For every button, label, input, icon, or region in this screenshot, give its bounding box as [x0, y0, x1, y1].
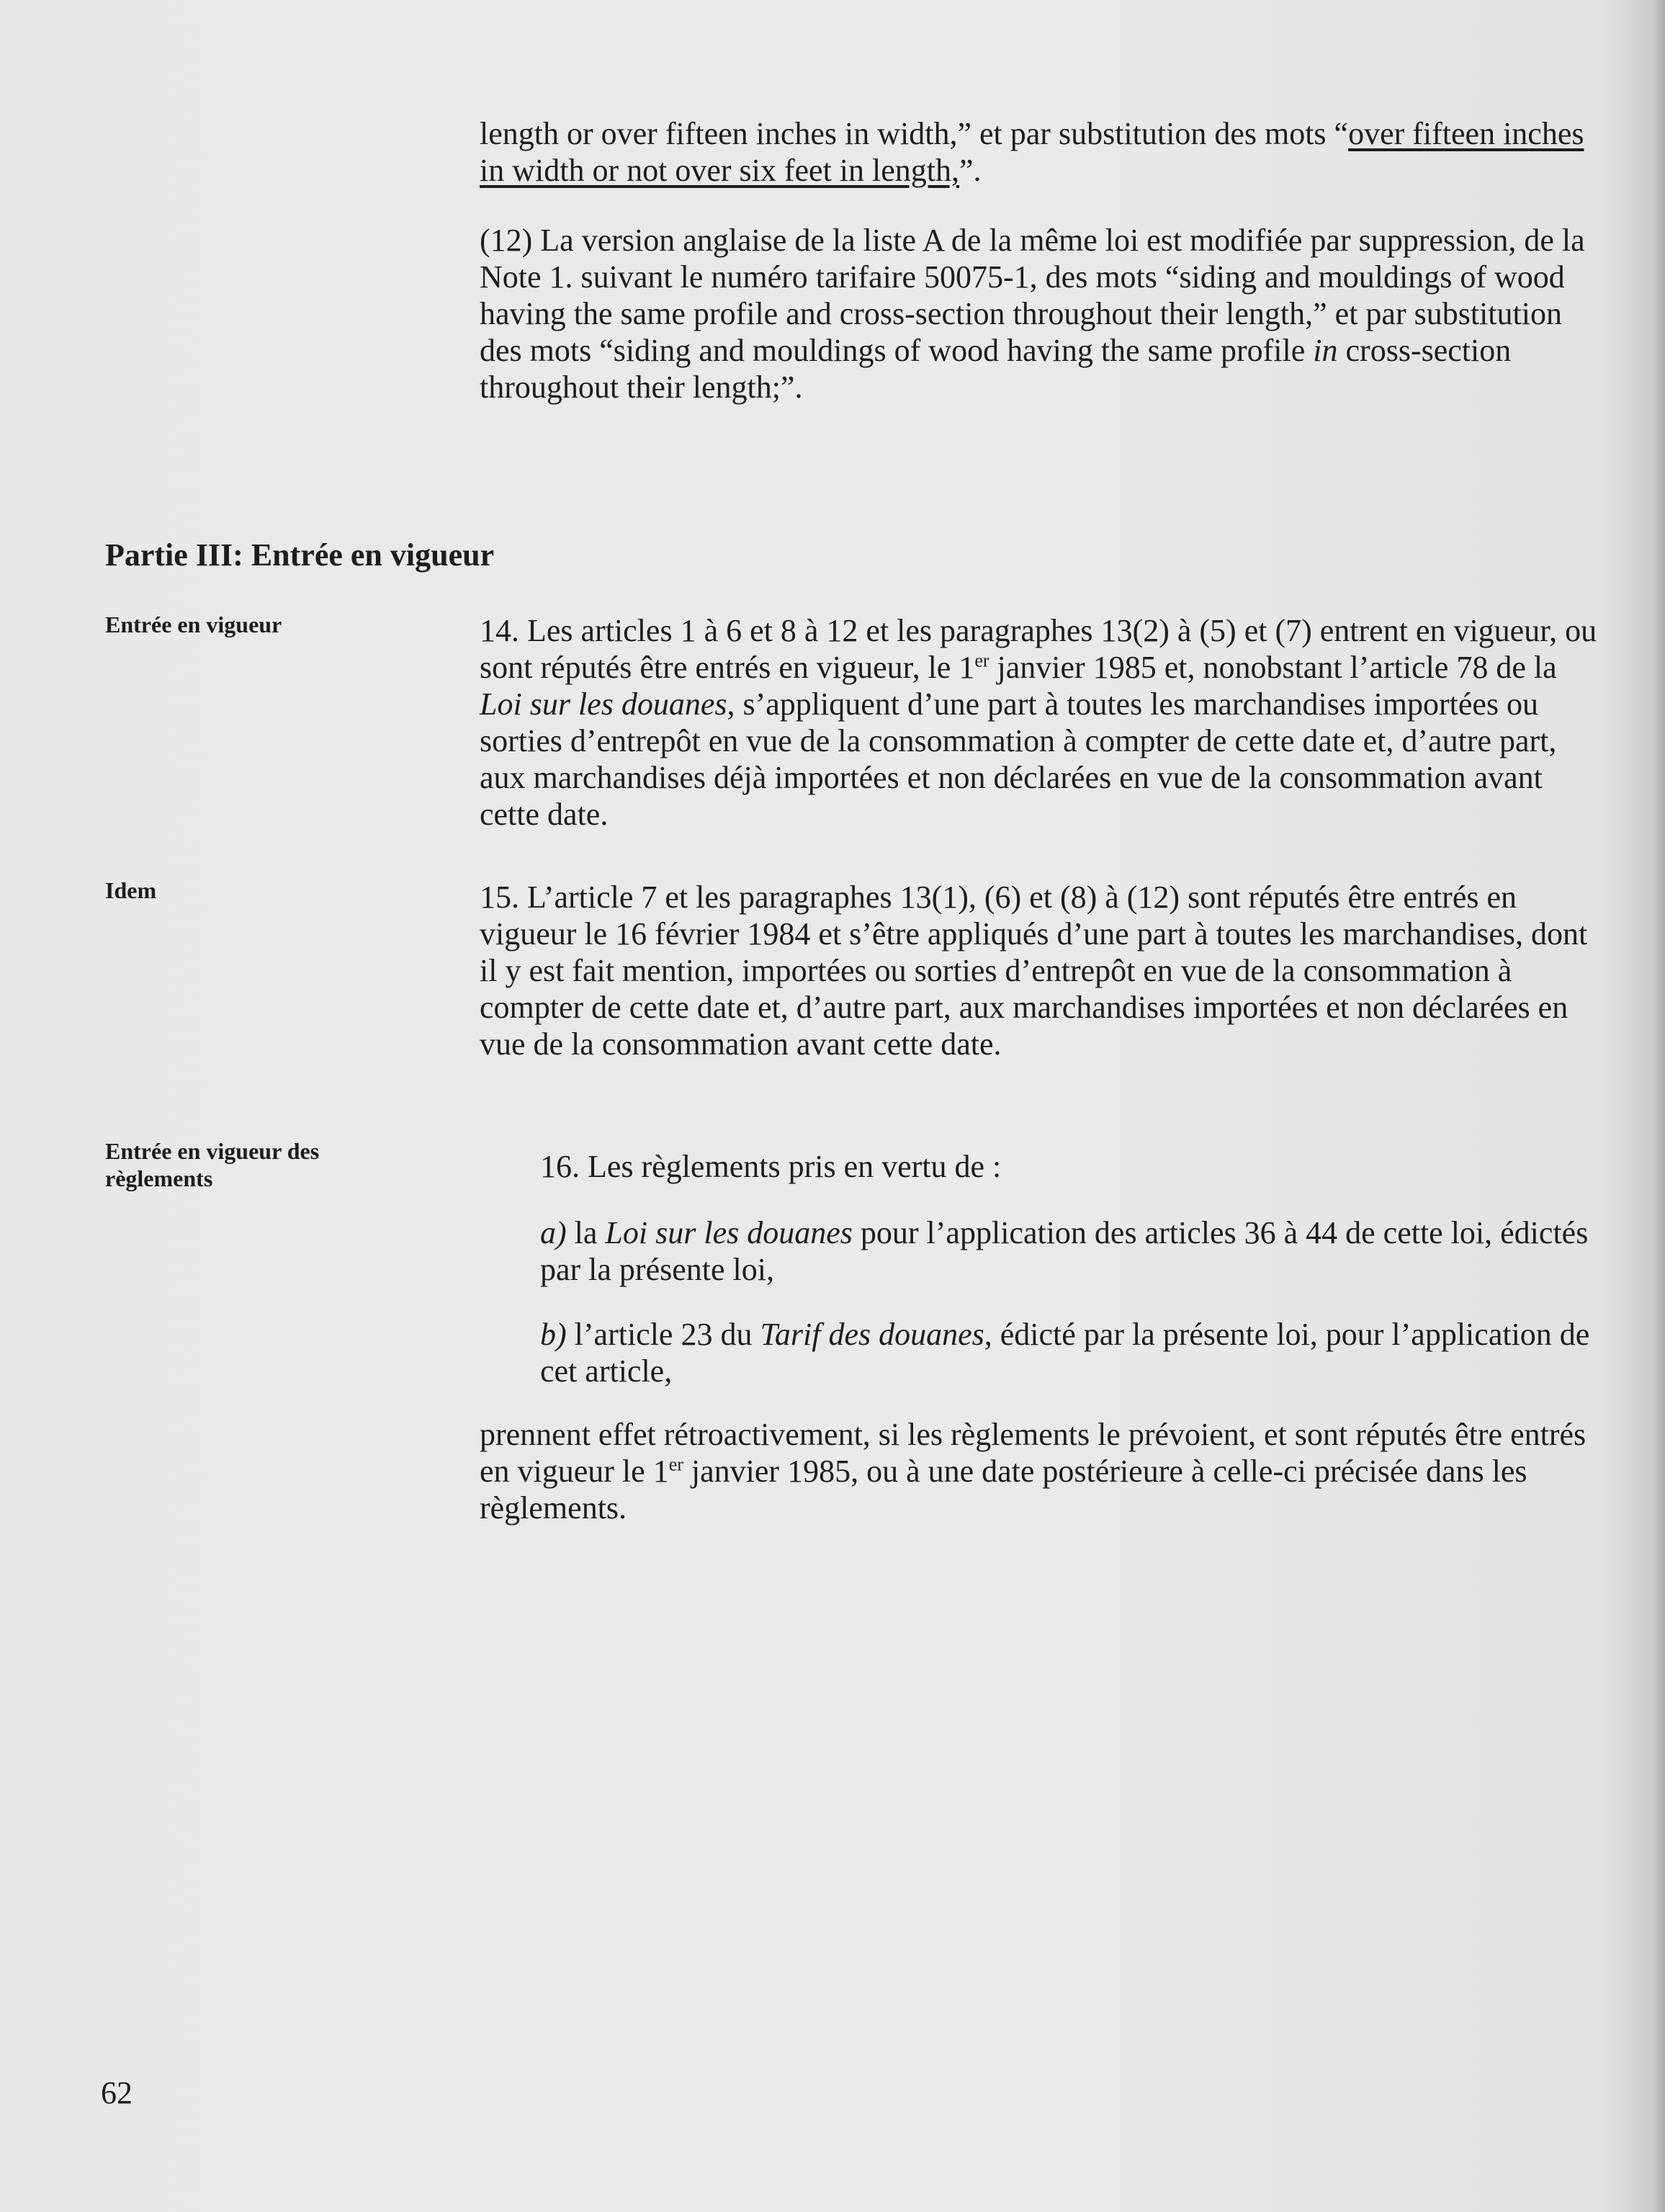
paragraph-12-text: (12) La version anglaise de la liste A de la même loi est modifiée par suppression, de la Note 1. suivant le numéro tarifaire 50075-1, des mots “siding and mouldings of wood having the same profile and cross-section throughout their length,” et par substitution des mots “siding and mouldings of wood having the same profile — [480, 223, 1585, 368]
paragraph-12-text-end: cross-section throughout their length;”. — [480, 333, 1512, 405]
page-edge-shadow — [1622, 0, 1665, 2212]
section-14-superscript: er — [974, 650, 989, 671]
item-a-text: la — [566, 1215, 606, 1250]
item-a-italic: Loi sur les douanes — [605, 1215, 853, 1250]
section-14 — [480, 612, 1603, 833]
item-a-label: a) — [540, 1215, 567, 1250]
section-14-text-mid: janvier 1985 et, nonobstant l’article 78 de la — [989, 650, 1557, 685]
closing-superscript: er — [668, 1454, 683, 1475]
item-b-italic: Tarif des douanes — [760, 1317, 984, 1352]
section-16-item-b — [540, 1316, 1603, 1389]
margin-note-14: Entrée en vigueur — [105, 612, 282, 637]
underlined-text: over fifteen inches in width or not over six feet in length, — [480, 116, 1584, 188]
continuation-text-end: ”. — [959, 153, 982, 188]
continuation-paragraph — [480, 115, 1603, 189]
margin-note-15: Idem — [105, 877, 157, 903]
paragraph-12 — [480, 222, 1603, 406]
page-number: 62 — [101, 2075, 133, 2110]
section-14-italic: Loi sur les douanes — [480, 686, 727, 722]
closing-text: prennent effet rétroactivement, si les règlements le prévoient, et sont réputés être entrés en vigueur le 1 — [480, 1417, 1587, 1489]
closing-text-end: janvier 1985, ou à une date postérieure à celle-ci précisée dans les règlements. — [480, 1454, 1527, 1526]
margin-note-16: Entrée en vigueur des règlements — [105, 1138, 320, 1191]
item-b-text-end: , édicté par la présente loi, pour l’application de cet article, — [540, 1317, 1590, 1389]
section-16-item-a — [540, 1214, 1603, 1288]
part-heading: Partie III: Entrée en vigueur — [105, 537, 495, 573]
section-14-text: 14. Les articles 1 à 6 et 8 à 12 et les paragraphes 13(2) à (5) et (7) entrent en vigueur, ou sont réputés être entrés en vigueur, le 1 — [480, 613, 1597, 685]
section-14-text-end: , s’appliquent d’une part à toutes les marchandises importées ou sorties d’entrepôt en vue de la consommation à compter de cette date et, d’autre part, aux marchandises déjà importées et non déclarées en vue de la consommation avant cette date. — [480, 686, 1557, 832]
item-a-text-end: pour l’application des articles 36 à 44 de cette loi, édictés par la présente loi, — [540, 1215, 1589, 1287]
item-b-text: l’article 23 du — [566, 1317, 760, 1352]
section-15: 15. L’article 7 et les paragraphes 13(1), (6) et (8) à (12) sont réputés être entrés en vigueur le 16 février 1984 et s’être appliqués d’une part à toutes les marchandises, dont il y est fait mention, importées ou sorties d’entrepôt en vue de la consommation à compter de cette date et, d’autre part, aux marchandises importées et non déclarées en vue de la consommation avant cette date. — [480, 879, 1588, 1062]
item-b-label: b) — [540, 1317, 567, 1352]
section-16-closing — [480, 1416, 1603, 1526]
section-16-intro: 16. Les règlements pris en vertu de : — [540, 1149, 1002, 1184]
paragraph-12-italic: in — [1313, 333, 1338, 368]
continuation-text: length or over fifteen inches in width,” et par substitution des mots “ — [480, 116, 1349, 151]
